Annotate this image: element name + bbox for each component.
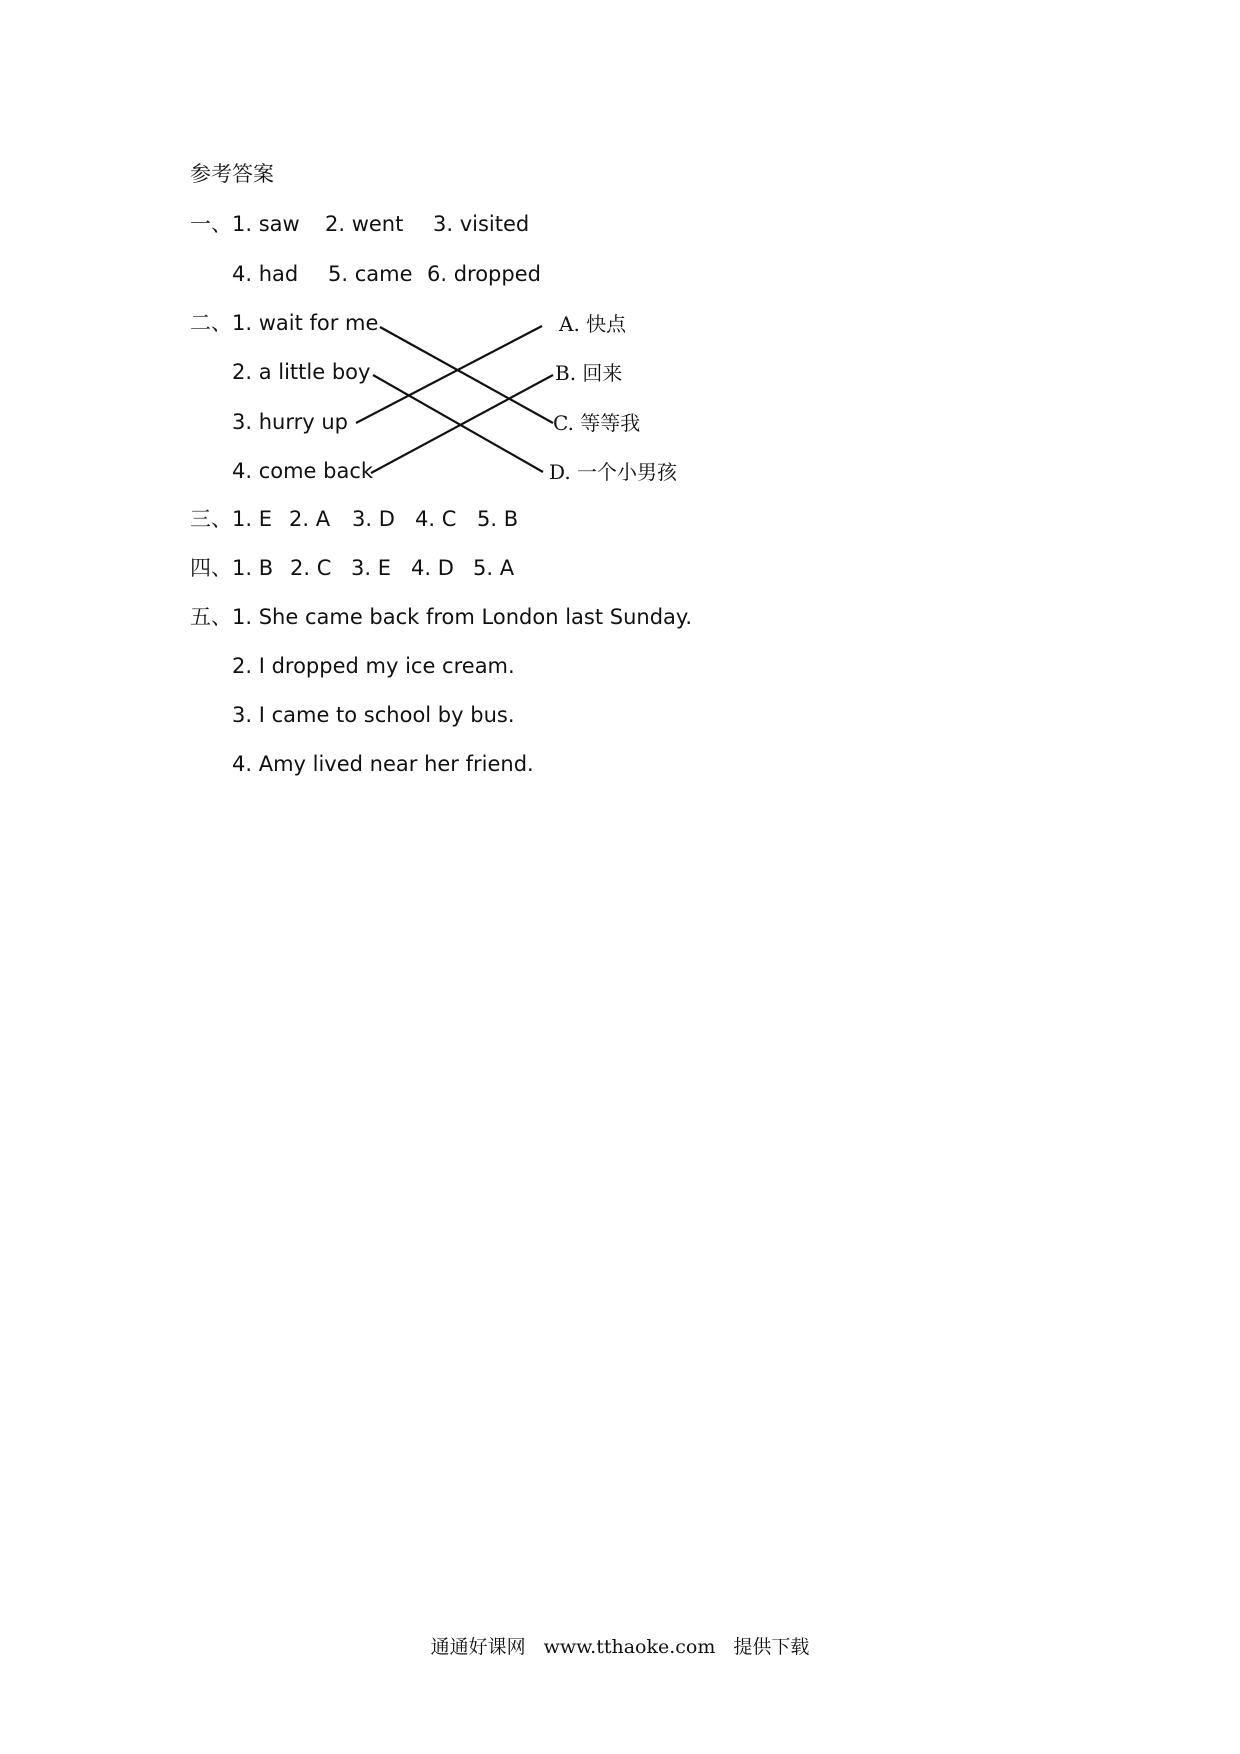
match-right-item: B. 回来 (555, 361, 623, 385)
section-5-sentence: 2. I dropped my ice cream. (232, 654, 515, 678)
section-4-answer: 4. D (411, 556, 454, 580)
section-4-answer: 2. C (290, 556, 332, 580)
footer-url[interactable]: www.tthaoke.com (543, 1636, 716, 1658)
section-2-marker: 二、 (190, 311, 232, 335)
page-footer (0, 1632, 1240, 1659)
section-1-answer: 5. came (328, 262, 413, 286)
section-1-answer: 6. dropped (427, 262, 541, 286)
section-1-answer: 1. saw (232, 212, 300, 236)
section-4-marker: 四、 (190, 556, 232, 580)
section-3-answer: 5. B (477, 507, 519, 531)
section-5-sentence: 1. She came back from London last Sunday. (232, 605, 693, 629)
section-1-answer: 4. had (232, 262, 299, 286)
match-left-item: 3. hurry up (232, 410, 348, 434)
match-line-3-A (356, 326, 542, 423)
section-5-sentence: 4. Amy lived near her friend. (232, 752, 534, 776)
section-3-answer: 4. C (415, 507, 457, 531)
match-right-item: C. 等等我 (553, 411, 641, 435)
section-4-answer: 5. A (473, 556, 515, 580)
section-5-marker: 五、 (190, 605, 232, 629)
footer-download-text: 提供下载 (733, 1636, 810, 1658)
footer-site-name: 通通好课网 (430, 1636, 526, 1658)
answer-key-title: 参考答案 (190, 162, 274, 186)
section-3-marker: 三、 (190, 507, 232, 531)
section-4-answer: 1. B (232, 556, 274, 580)
match-left-item: 4. come back (232, 459, 374, 483)
match-left-item: 2. a little boy (232, 360, 371, 384)
match-right-item: A. 快点 (559, 312, 627, 336)
match-line-1-C (380, 327, 553, 423)
section-3-answer: 3. D (352, 507, 395, 531)
section-4-answer: 3. E (351, 556, 391, 580)
match-right-item: D. 一个小男孩 (549, 460, 678, 484)
section-5-sentence: 3. I came to school by bus. (232, 703, 515, 727)
section-1-marker: 一、 (190, 212, 232, 236)
section-1-answer: 2. went (325, 212, 404, 236)
section-3-answer: 1. E (232, 507, 272, 531)
section-3-answer: 2. A (289, 507, 331, 531)
match-left-item: 1. wait for me (232, 311, 379, 335)
section-1-answer: 3. visited (433, 212, 530, 236)
